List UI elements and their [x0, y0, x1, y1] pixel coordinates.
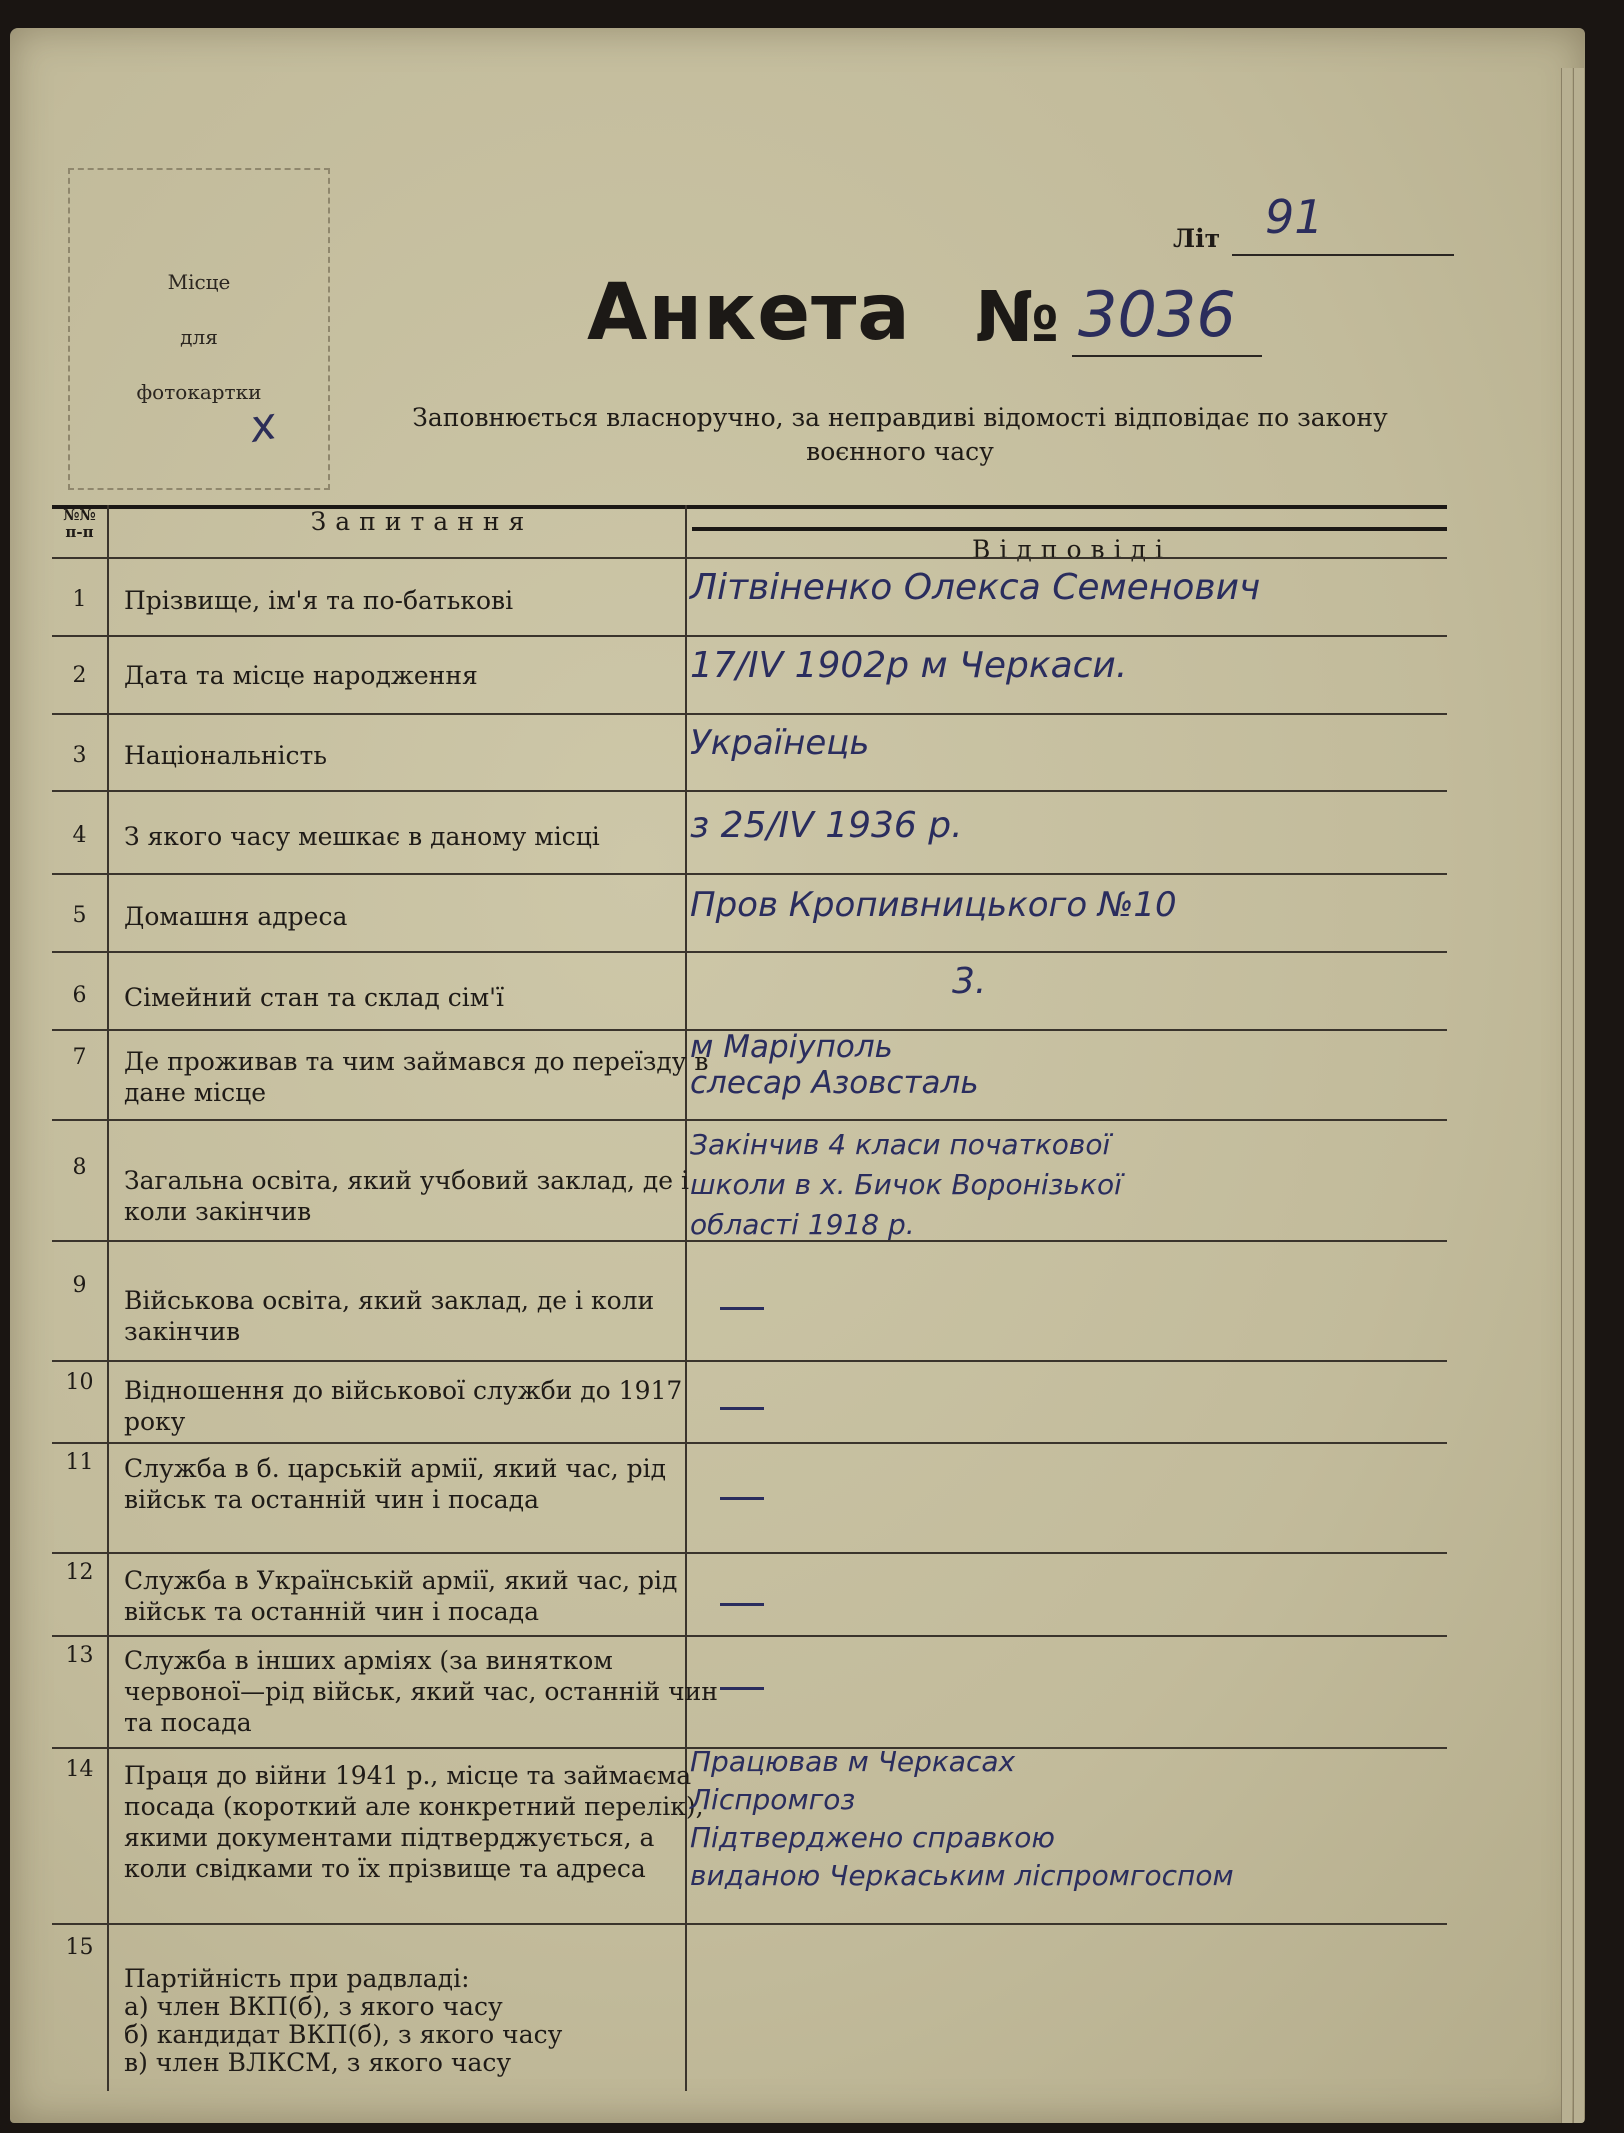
row-divider: [52, 1552, 1447, 1554]
answer-text: Працював м Черкасах Ліспромгоз Підтверджено справкою виданою Черкаським ліспромгоспом: [690, 1745, 1234, 1892]
row-divider: [52, 1923, 1447, 1925]
number-column-header: №№ п-п: [63, 506, 96, 541]
question-text: Відношення до військової служби до 1917 року: [124, 1376, 683, 1436]
questionnaire-page: [10, 28, 1585, 2123]
question-text: Прізвище, ім'я та по-батькові: [124, 586, 514, 615]
answer-text: з 25/IV 1936 р.: [690, 805, 963, 846]
row-divider: [52, 635, 1447, 637]
row-divider: [52, 873, 1447, 875]
row-number: 8: [72, 1155, 87, 1180]
row-divider: [52, 1240, 1447, 1242]
question-text: Домашня адреса: [124, 902, 348, 931]
row-divider: [52, 557, 1447, 559]
page-edge: [1561, 68, 1572, 2123]
row-divider: [52, 713, 1447, 715]
row-number: 9: [72, 1273, 87, 1298]
photo-label-line-1: Місце: [167, 270, 231, 294]
answer-dash: [720, 1407, 764, 1410]
question-text: Партійність при радвладі: а) член ВКП(б), з якого часу б) кандидат ВКП(б), з якого часу в) член ВЛКСМ, з якого часу: [124, 1964, 563, 2077]
question-text: З якого часу мешкає в даному місці: [124, 822, 600, 851]
question-text: Праця до війни 1941 р., місце та займаєма посада (короткий але конкретний перелік), якими документами підтверджується, а коли свідками то їх прізвище та адреса: [124, 1761, 704, 1883]
row-divider: [52, 1635, 1447, 1637]
answer-text: Літвіненко Олекса Семенович: [690, 567, 1261, 608]
lit-underline: [1232, 254, 1454, 256]
row-number: 6: [72, 983, 87, 1008]
question-text: Служба в Українській армії, який час, рід військ та останній чин і посада: [124, 1566, 678, 1626]
answer-text: Пров Кропивницького №10: [690, 885, 1177, 925]
question-column-header: Запитання: [310, 507, 534, 536]
row-number: 4: [72, 823, 87, 848]
row-number: 10: [65, 1370, 94, 1395]
answer-text: 3.: [952, 961, 987, 1002]
answer-text: 17/IV 1902р м Черкаси.: [690, 645, 1128, 686]
answer-dash: [720, 1307, 764, 1310]
row-number: 13: [65, 1643, 94, 1668]
question-text: Служба в б. царській армії, який час, рід військ та останній чин і посада: [124, 1454, 667, 1514]
question-text: Військова освіта, який заклад, де і коли закінчив: [124, 1286, 655, 1346]
row-divider: [52, 1442, 1447, 1444]
row-number: 2: [72, 663, 87, 688]
questionnaire-number: 3036: [1078, 278, 1236, 351]
question-text: Дата та місце народження: [124, 661, 478, 690]
page-title: Анкета: [587, 268, 911, 358]
row-number: 1: [72, 587, 87, 612]
row-number: 3: [72, 743, 87, 768]
answer-dash: [720, 1687, 764, 1690]
row-divider: [52, 1119, 1447, 1121]
question-text: Служба в інших арміях (за винятком червоної—рід військ, який час, останній чин та посада: [124, 1646, 718, 1737]
row-number: 11: [65, 1450, 94, 1475]
photo-handwritten-mark: х: [245, 398, 281, 453]
row-number: 7: [72, 1045, 87, 1070]
row-number: 15: [65, 1935, 94, 1960]
question-text: Загальна освіта, який учбовий заклад, де і коли закінчив: [124, 1166, 689, 1226]
lit-label: Літ: [1173, 224, 1221, 253]
number-label: №: [975, 276, 1060, 358]
page-edge: [1573, 68, 1584, 2123]
answer-dash: [720, 1603, 764, 1606]
answer-dash: [720, 1497, 764, 1500]
photo-placeholder: [68, 168, 330, 490]
answer-text: Українець: [690, 723, 870, 763]
form-instructions: Заповнюється власноручно, за неправдиві відомості відповідає по закону воєнного часу: [412, 403, 1388, 466]
answer-text: Закінчив 4 класи початкової школи в х. Бичок Воронізької області 1918 р.: [690, 1128, 1122, 1241]
question-text: Національність: [124, 741, 327, 770]
row-number: 14: [65, 1757, 94, 1782]
answer-header-border: [692, 527, 1447, 531]
question-text: Де проживав та чим займався до переїзду в дане місце: [124, 1047, 709, 1107]
row-divider: [52, 951, 1447, 953]
answer-column-header: Відповіді: [972, 535, 1172, 564]
lit-value: 91: [1265, 190, 1324, 244]
photo-label-line-3: фотокартки: [136, 380, 262, 404]
row-divider: [52, 1360, 1447, 1362]
row-number: 5: [72, 903, 87, 928]
number-underline: [1072, 355, 1262, 357]
row-number: 12: [65, 1560, 94, 1585]
number-column-divider: [107, 505, 109, 2091]
question-text: Сімейний стан та склад сім'ї: [124, 983, 505, 1012]
row-divider: [52, 790, 1447, 792]
photo-label-line-2: для: [180, 325, 218, 349]
answer-text: м Маріуполь слесар Азовсталь: [690, 1029, 979, 1101]
